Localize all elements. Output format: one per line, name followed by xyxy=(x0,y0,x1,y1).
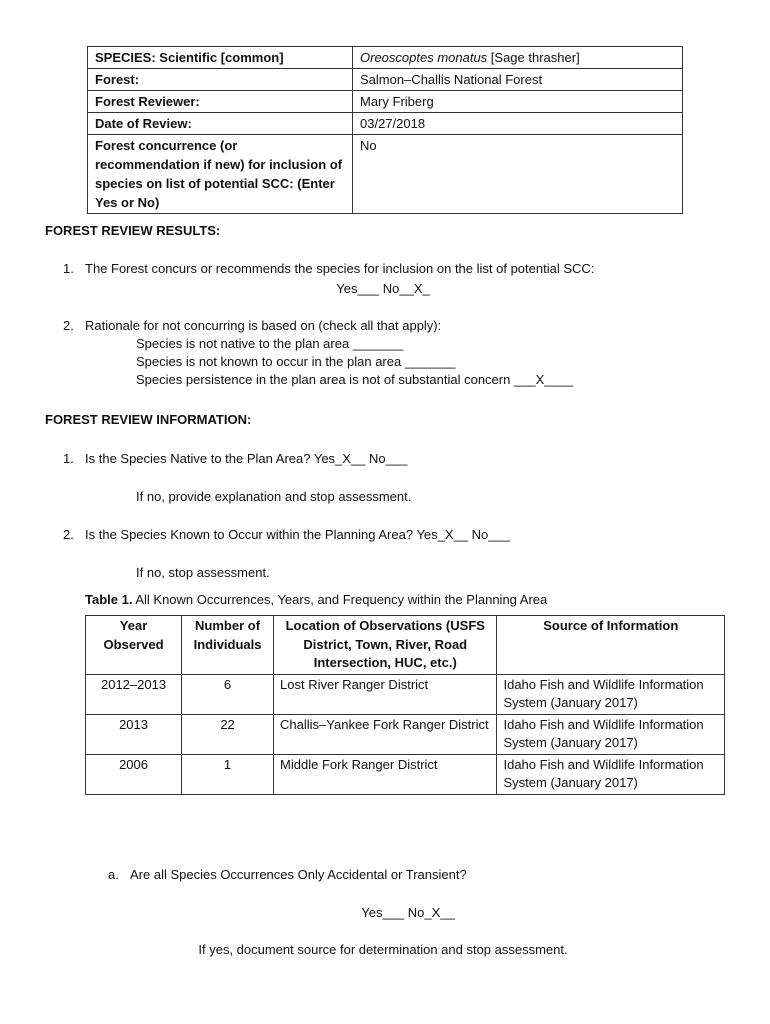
cell-year: 2012–2013 xyxy=(86,674,182,714)
info-label: Date of Review: xyxy=(88,113,353,135)
question-text: Rationale for not concurring is based on (check all that apply): xyxy=(85,318,442,333)
cell-year: 2013 xyxy=(86,714,182,754)
column-header-individuals: Number of Individuals xyxy=(182,616,274,675)
information-note-1: If no, provide explanation and stop assessment. xyxy=(136,489,412,504)
info-row-reviewer xyxy=(88,91,683,113)
species-info-table xyxy=(87,46,683,214)
cell-source: Idaho Fish and Wildlife Information System (January 2017) xyxy=(497,674,725,714)
rationale-option: Species is not known to occur in the plan area _______ xyxy=(136,354,456,369)
list-number: 2. xyxy=(63,527,74,542)
occurrences-table xyxy=(85,615,725,795)
table-caption xyxy=(85,591,547,609)
info-row-forest xyxy=(88,69,683,91)
info-label: Forest: xyxy=(88,69,353,91)
subquestion-a-note: If yes, document source for determination and stop assessment. xyxy=(198,942,568,957)
table-header-row xyxy=(86,616,725,675)
list-number: 2. xyxy=(63,318,74,333)
info-value: 03/27/2018 xyxy=(353,113,683,135)
list-letter: a. xyxy=(108,867,119,882)
information-question-1 xyxy=(63,450,743,468)
common-name: [Sage thrasher] xyxy=(487,50,580,65)
table-row xyxy=(86,714,725,754)
rationale-option: Species persistence in the plan area is not of substantial concern ___X____ xyxy=(136,372,574,387)
table-caption-label: Table 1. xyxy=(85,592,133,607)
column-header-year: Year Observed xyxy=(86,616,182,675)
rationale-options xyxy=(136,335,736,389)
question-text: Is the Species Native to the Plan Area? Yes_X__ No___ xyxy=(85,451,408,466)
scientific-name: Oreoscoptes monatus xyxy=(360,50,488,65)
table-row xyxy=(86,754,725,794)
info-value xyxy=(353,47,683,69)
column-header-location: Location of Observations (USFS District, Town, River, Road Intersection, HUC, etc.) xyxy=(274,616,497,675)
info-row-date xyxy=(88,113,683,135)
column-header-source: Source of Information xyxy=(497,616,725,675)
subquestion-a xyxy=(108,866,708,884)
info-value: Salmon–Challis National Forest xyxy=(353,69,683,91)
info-label: SPECIES: Scientific [common] xyxy=(88,47,353,69)
cell-location: Middle Fork Ranger District xyxy=(274,754,497,794)
cell-individuals: 1 xyxy=(182,754,274,794)
cell-source: Idaho Fish and Wildlife Information System (January 2017) xyxy=(497,714,725,754)
information-question-2 xyxy=(63,526,743,544)
list-number: 1. xyxy=(63,451,74,466)
cell-source: Idaho Fish and Wildlife Information System (January 2017) xyxy=(497,754,725,794)
question-text: The Forest concurs or recommends the species for inclusion on the list of potential SCC: xyxy=(85,261,595,276)
results-answer-1: Yes___ No__X_ xyxy=(336,281,430,296)
rationale-option: Species is not native to the plan area _______ xyxy=(136,336,404,351)
cell-year: 2006 xyxy=(86,754,182,794)
info-label: Forest concurrence (or recommendation if new) for inclusion of species on list of potential SCC: (Enter Yes or No) xyxy=(88,135,353,214)
info-label: Forest Reviewer: xyxy=(88,91,353,113)
list-number: 1. xyxy=(63,261,74,276)
info-row-concurrence xyxy=(88,135,683,214)
table-caption-text: All Known Occurrences, Years, and Frequency within the Planning Area xyxy=(132,592,548,607)
table-row xyxy=(86,674,725,714)
information-heading: FOREST REVIEW INFORMATION: xyxy=(45,412,252,427)
info-value: Mary Friberg xyxy=(353,91,683,113)
cell-individuals: 22 xyxy=(182,714,274,754)
results-question-2 xyxy=(63,317,743,335)
results-question-1 xyxy=(63,260,743,278)
information-note-2: If no, stop assessment. xyxy=(136,565,270,580)
subquestion-a-answer: Yes___ No_X__ xyxy=(361,905,455,920)
question-text: Are all Species Occurrences Only Accidental or Transient? xyxy=(130,867,467,882)
cell-individuals: 6 xyxy=(182,674,274,714)
results-heading: FOREST REVIEW RESULTS: xyxy=(45,223,221,238)
info-row-species xyxy=(88,47,683,69)
question-text: Is the Species Known to Occur within the Planning Area? Yes_X__ No___ xyxy=(85,527,510,542)
cell-location: Challis–Yankee Fork Ranger District xyxy=(274,714,497,754)
info-value: No xyxy=(353,135,683,214)
cell-location: Lost River Ranger District xyxy=(274,674,497,714)
